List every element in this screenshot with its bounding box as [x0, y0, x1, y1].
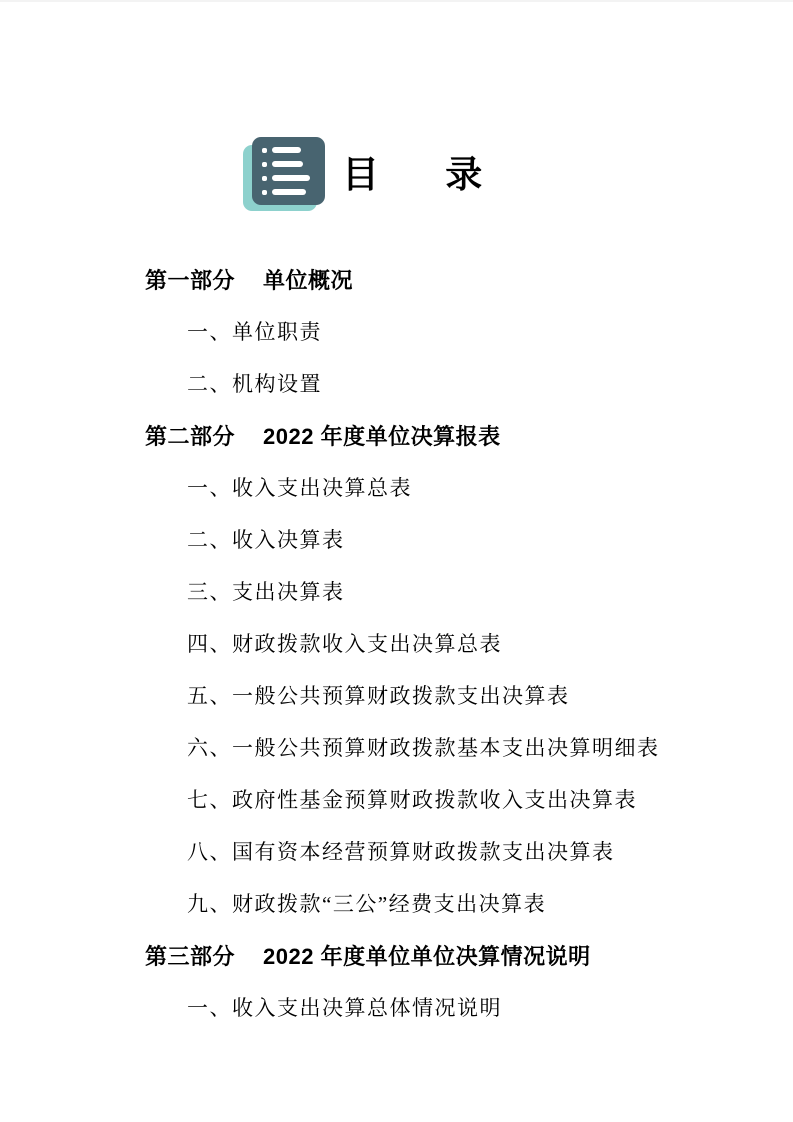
notebook-list-row — [262, 175, 325, 181]
toc-part-title: 2022 年度单位决算报表 — [263, 423, 501, 449]
toc-part-heading — [0, 253, 793, 305]
toc-item: 三、支出决算表 — [187, 580, 345, 604]
toc-item: 八、国有资本经营预算财政拨款支出决算表 — [187, 840, 615, 864]
list-bullet-dot — [262, 162, 267, 167]
notebook-list-row — [262, 189, 325, 195]
toc-item: 二、机构设置 — [187, 372, 322, 396]
notebook-front-cover — [252, 137, 325, 205]
toc-part-label: 第一部分 — [145, 267, 236, 293]
toc-part-title: 2022 年度单位单位决算情况说明 — [263, 943, 591, 969]
toc-item: 四、财政拨款收入支出决算总表 — [187, 632, 502, 656]
list-line — [272, 175, 310, 181]
toc-item: 九、财政拨款“三公”经费支出决算表 — [187, 892, 547, 916]
notebook-list-row — [262, 161, 325, 167]
list-bullet-dot — [262, 148, 267, 153]
toc-list — [0, 253, 793, 1033]
toc-item: 五、一般公共预算财政拨款支出决算表 — [187, 684, 570, 708]
toc-part-label: 第三部分 — [145, 943, 236, 969]
toc-item: 一、收入支出决算总体情况说明 — [187, 996, 502, 1020]
toc-header — [240, 136, 483, 212]
toc-item: 六、一般公共预算财政拨款基本支出决算明细表 — [187, 736, 660, 760]
list-line — [272, 189, 306, 195]
toc-item: 二、收入决算表 — [187, 528, 345, 552]
notebook-list-icon — [240, 136, 326, 212]
toc-item: 一、单位职责 — [187, 320, 322, 344]
toc-part-heading — [0, 929, 793, 981]
list-bullet-dot — [262, 176, 267, 181]
toc-part-title: 单位概况 — [263, 267, 354, 293]
list-line — [272, 147, 301, 153]
list-line — [272, 161, 303, 167]
notebook-list-row — [262, 147, 325, 153]
page-title: 目 录 — [342, 153, 484, 195]
toc-part-heading — [0, 409, 793, 461]
toc-part-label: 第二部分 — [145, 423, 236, 449]
toc-item: 一、收入支出决算总表 — [187, 476, 412, 500]
list-bullet-dot — [262, 190, 267, 195]
toc-item: 七、政府性基金预算财政拨款收入支出决算表 — [187, 788, 637, 812]
